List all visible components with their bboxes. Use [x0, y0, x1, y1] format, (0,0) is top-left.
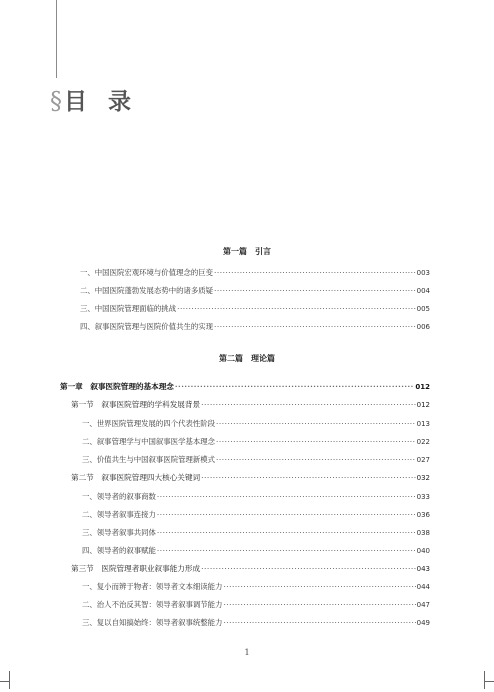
dot-leader — [201, 473, 416, 483]
toc-entry[interactable] — [80, 286, 430, 296]
dot-leader — [157, 528, 416, 538]
toc-entry-label: 一、复小而辨于物者：领导者文本细读能力 — [82, 582, 223, 591]
dot-leader — [177, 304, 416, 314]
toc-entry-page: 004 — [416, 287, 430, 295]
toc-entry-label: 四、领导者的叙事赋能 — [82, 546, 156, 555]
dot-leader — [216, 455, 416, 465]
toc-entry[interactable] — [82, 419, 430, 429]
section-sign: § — [50, 87, 62, 115]
toc-section[interactable] — [71, 564, 430, 574]
part1-heading: 第一篇 引言 — [223, 246, 271, 256]
toc-entry-label: 一、领导者的叙事商数 — [82, 492, 156, 501]
dot-leader — [223, 618, 415, 628]
crop-mark — [9, 671, 10, 689]
toc-entry-label: 二、治人不治反其智：领导者叙事调节能力 — [82, 600, 223, 609]
toc-entry-page: 036 — [416, 511, 430, 519]
toc-entry-label: 二、叙事管理学与中国叙事医学基本理念 — [82, 437, 216, 446]
toc-entry-page: 043 — [416, 565, 430, 573]
dot-leader — [201, 564, 416, 574]
toc-entry-label: 二、中国医院蓬勃发展态势中的诸多质疑 — [80, 286, 214, 295]
toc-entry-page: 047 — [416, 601, 430, 609]
toc-entry[interactable] — [82, 437, 430, 447]
dot-leader — [157, 492, 416, 502]
toc-entry[interactable] — [82, 546, 430, 556]
dot-leader — [175, 382, 414, 392]
crop-mark — [0, 681, 9, 682]
title-char-2: 录 — [108, 88, 131, 115]
toc-section[interactable] — [71, 400, 430, 410]
toc-entry-label: 第三节 医院管理者职业叙事能力形成 — [71, 564, 201, 573]
toc-entry[interactable] — [82, 582, 430, 592]
dot-leader — [214, 268, 416, 278]
dot-leader — [214, 322, 416, 332]
toc-entry-page: 013 — [416, 420, 430, 428]
part2-heading: 第二篇 理论篇 — [219, 353, 275, 363]
page-number: 1 — [244, 648, 250, 657]
dot-leader — [201, 400, 416, 410]
dot-leader — [216, 437, 416, 447]
toc-entry-label: 三、领导者叙事共同体 — [82, 528, 156, 537]
toc-entry-page: 032 — [416, 474, 430, 482]
title-char-1: 目 — [64, 88, 88, 115]
toc-entry-page: 012 — [416, 401, 430, 409]
toc-entry-page: 005 — [416, 305, 430, 313]
dot-leader — [157, 546, 416, 556]
toc-entry-label: 第二节 叙事医院管理四大核心关键词 — [71, 473, 201, 482]
toc-entry-label: 二、领导者叙事连接力 — [82, 510, 156, 519]
toc-entry-page: 027 — [416, 456, 430, 464]
toc-entry[interactable] — [82, 455, 430, 465]
toc-entry-label: 三、价值共生与中国叙事医院管理新模式 — [82, 455, 216, 464]
toc-entry-page: 038 — [416, 529, 430, 537]
toc-entry[interactable] — [82, 510, 430, 520]
toc-entry-page: 044 — [416, 583, 430, 591]
dot-leader — [214, 286, 416, 296]
toc-entry[interactable] — [80, 304, 430, 314]
toc-entry[interactable] — [80, 322, 430, 332]
toc-entry-page: 033 — [416, 493, 430, 501]
toc-entry-label: 一、世界医院管理发展的四个代表性阶段 — [82, 419, 216, 428]
toc-entry[interactable] — [80, 268, 430, 278]
page-title — [50, 86, 131, 119]
toc-entry[interactable] — [82, 600, 430, 610]
toc-entry[interactable] — [82, 618, 430, 628]
crop-mark — [484, 671, 485, 689]
toc-entry-label: 三、中国医院管理面临的挑战 — [80, 304, 177, 313]
toc-entry-label: 第一节 叙事医院管理的学科发展背景 — [71, 400, 201, 409]
toc-entry[interactable] — [82, 528, 430, 538]
toc-entry-page: 022 — [416, 438, 430, 446]
dot-leader — [223, 582, 415, 592]
toc-entry[interactable] — [82, 492, 430, 502]
dot-leader — [223, 600, 415, 610]
dot-leader — [157, 510, 416, 520]
toc-entry-page: 012 — [415, 383, 430, 391]
toc-section[interactable] — [71, 473, 430, 483]
toc-entry-page: 040 — [416, 547, 430, 555]
toc-entry-page: 049 — [416, 619, 430, 627]
toc-entry-label: 四、叙事医院管理与医院价值共生的实现 — [80, 322, 214, 331]
toc-entry-label: 第一章 叙事医院管理的基本理念 — [60, 382, 174, 391]
toc-entry-page: 003 — [416, 269, 430, 277]
toc-entry-page: 006 — [416, 323, 430, 331]
toc-entry-label: 一、中国医院宏观环境与价值理念的巨变 — [80, 268, 214, 277]
dot-leader — [216, 419, 416, 429]
decorative-vertical-line — [56, 0, 57, 78]
crop-mark — [485, 681, 494, 682]
toc-chapter[interactable] — [60, 382, 430, 392]
toc-entry-label: 三、复以自知搞始终：领导者叙事统整能力 — [82, 618, 223, 627]
